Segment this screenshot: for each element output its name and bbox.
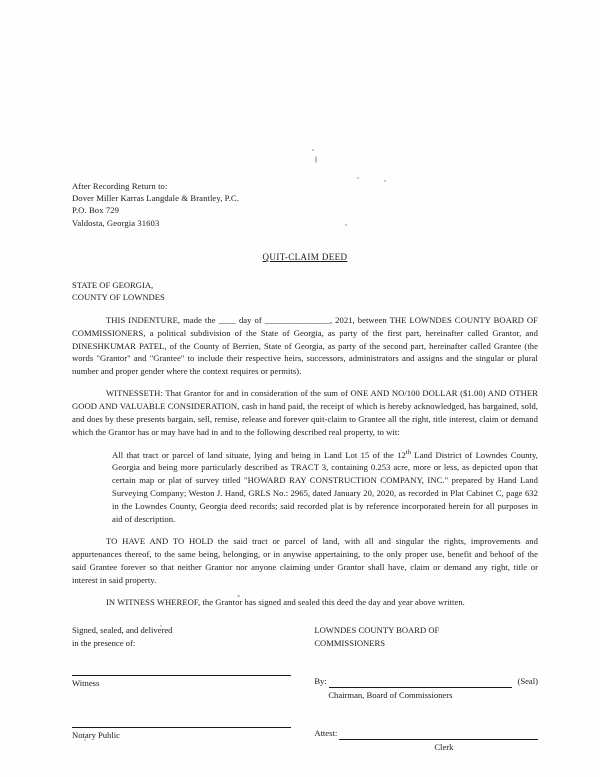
witness-signature-line[interactable] bbox=[72, 675, 291, 676]
attest-signature-line[interactable] bbox=[314, 727, 538, 739]
return-address-line-3: Valdosta, Georgia 31603 bbox=[72, 217, 160, 228]
venue-county: COUNTY OF LOWNDES bbox=[72, 292, 165, 303]
venue-block bbox=[72, 279, 538, 304]
clerk-signature-group bbox=[314, 701, 538, 753]
by-label: By: bbox=[314, 676, 327, 687]
witness-rule bbox=[72, 675, 291, 676]
chairman-signature-group bbox=[314, 649, 538, 701]
scan-speck bbox=[312, 149, 314, 151]
return-address-heading: After Recording Return to: bbox=[72, 181, 168, 191]
notary-signature-line[interactable] bbox=[72, 727, 291, 728]
return-address-line-2: P.O. Box 729 bbox=[72, 205, 120, 216]
legal-description-block bbox=[112, 448, 538, 526]
seal-label: (Seal) bbox=[517, 676, 538, 687]
attest-rule bbox=[339, 730, 538, 740]
by-rule bbox=[329, 678, 513, 688]
signature-lines-row-2 bbox=[72, 701, 538, 753]
venue-state: STATE OF GEORGIA, bbox=[72, 279, 154, 290]
notary-label: Notary Public bbox=[72, 730, 120, 741]
notary-rule bbox=[72, 727, 291, 728]
paragraph-witnesseth: WITNESSETH: That Grantor for and in consideration of the sum of ONE AND NO/100 DOLLAR ($1.00) AND OTHER GOOD AND VALUABLE CONSIDERATION, cash in hand paid, the receipt of which is hereby acknowledged, has bargained, sold, and does by these presents bargain, sell, remise, release and forever quit-claim to Grantee all the right, title interest, claim or demand which the Grantor has or may have had in and to the following described real property, to wit: bbox=[72, 388, 538, 437]
legal-description-superscript: th bbox=[405, 448, 411, 456]
grantor-name-line-2: COMMISSIONERS bbox=[314, 637, 386, 648]
witness-label: Witness bbox=[72, 678, 100, 689]
signature-right-heading bbox=[314, 624, 538, 649]
signed-sealed-line-2: in the presence of: bbox=[72, 637, 136, 648]
return-address-block bbox=[72, 180, 538, 229]
attest-label: Attest: bbox=[314, 728, 338, 739]
paragraph-in-witness-whereof: IN WITNESS WHEREOF, the Grantor has signed and sealed this deed the day and year above written. bbox=[106, 596, 465, 607]
document-title-wrap bbox=[72, 247, 538, 265]
document-content bbox=[72, 180, 538, 753]
scan-speck bbox=[315, 156, 317, 163]
by-signature-line[interactable] bbox=[314, 675, 538, 687]
chairman-caption: Chairman, Board of Commissioners bbox=[328, 689, 453, 700]
page-title: QUIT-CLAIM DEED bbox=[262, 251, 348, 262]
legal-description-part-2: Land District of Lowndes County, Georgia and being more particularly described as TRACT 3, containing 0.253 acre, more or less, as depicted upon that certain map or plat of survey titled "HOWARD RAY CONSTRUCTION COMPANY, INC." prepared by Hand Land Surveying Company; Weston J. Hand, GRLS No.: 2965, dated January 20, 2020, as recorded in Plat Cabinet C, page 632 in the Lowndes County, Georgia deed records; said recorded plat is by reference incorporated herein for all purposes in aid of description. bbox=[112, 449, 538, 525]
signed-sealed-line-1: Signed, sealed, and delivered bbox=[72, 625, 173, 636]
signature-headings-row bbox=[72, 624, 538, 649]
signature-area bbox=[72, 624, 538, 753]
legal-description-part-1: All that tract or parcel of land situate, lying and being in Land Lot 15 of the 12 bbox=[112, 449, 406, 460]
witness-signature-group bbox=[72, 649, 291, 689]
return-address-line-1: Dover Miller Karras Langdale & Brantley, P.C. bbox=[72, 193, 239, 204]
signature-left-heading bbox=[72, 624, 291, 649]
paragraph-indenture: THIS INDENTURE, made the ____ day of _______________, 2021, between THE LOWNDES COUNTY BOARD OF COMMISSIONERS, a political subdivision of the State of Georgia, as party of the first part, hereinafter called Grantor, and DINESHKUMAR PATEL, of the County of Berrien, State of Georgia, as party of the second part, hereinafter called Grantee (the words "Grantor" and "Grantee" to include their respective heirs, successors, administrators and assigns and the singular or plural number and proper gender where the context requires or permits). bbox=[72, 314, 538, 377]
grantor-name-line-1: LOWNDES COUNTY BOARD OF bbox=[314, 625, 440, 636]
paragraph-habendum: TO HAVE AND TO HOLD the said tract or parcel of land, with all and singular the rights, improvements and appurtenances thereof, to the same being, belonging, or in anywise appertaining, to the only proper use, benefit and behoof of the said Grantee forever so that neither Grantor nor anyone claiming under Grantor shall have, claim or demand any right, title or interest in said property. bbox=[72, 535, 538, 585]
signature-lines-row-1 bbox=[72, 649, 538, 701]
scan-speck bbox=[357, 177, 359, 179]
notary-signature-group bbox=[72, 701, 291, 741]
clerk-caption: Clerk bbox=[434, 741, 454, 752]
